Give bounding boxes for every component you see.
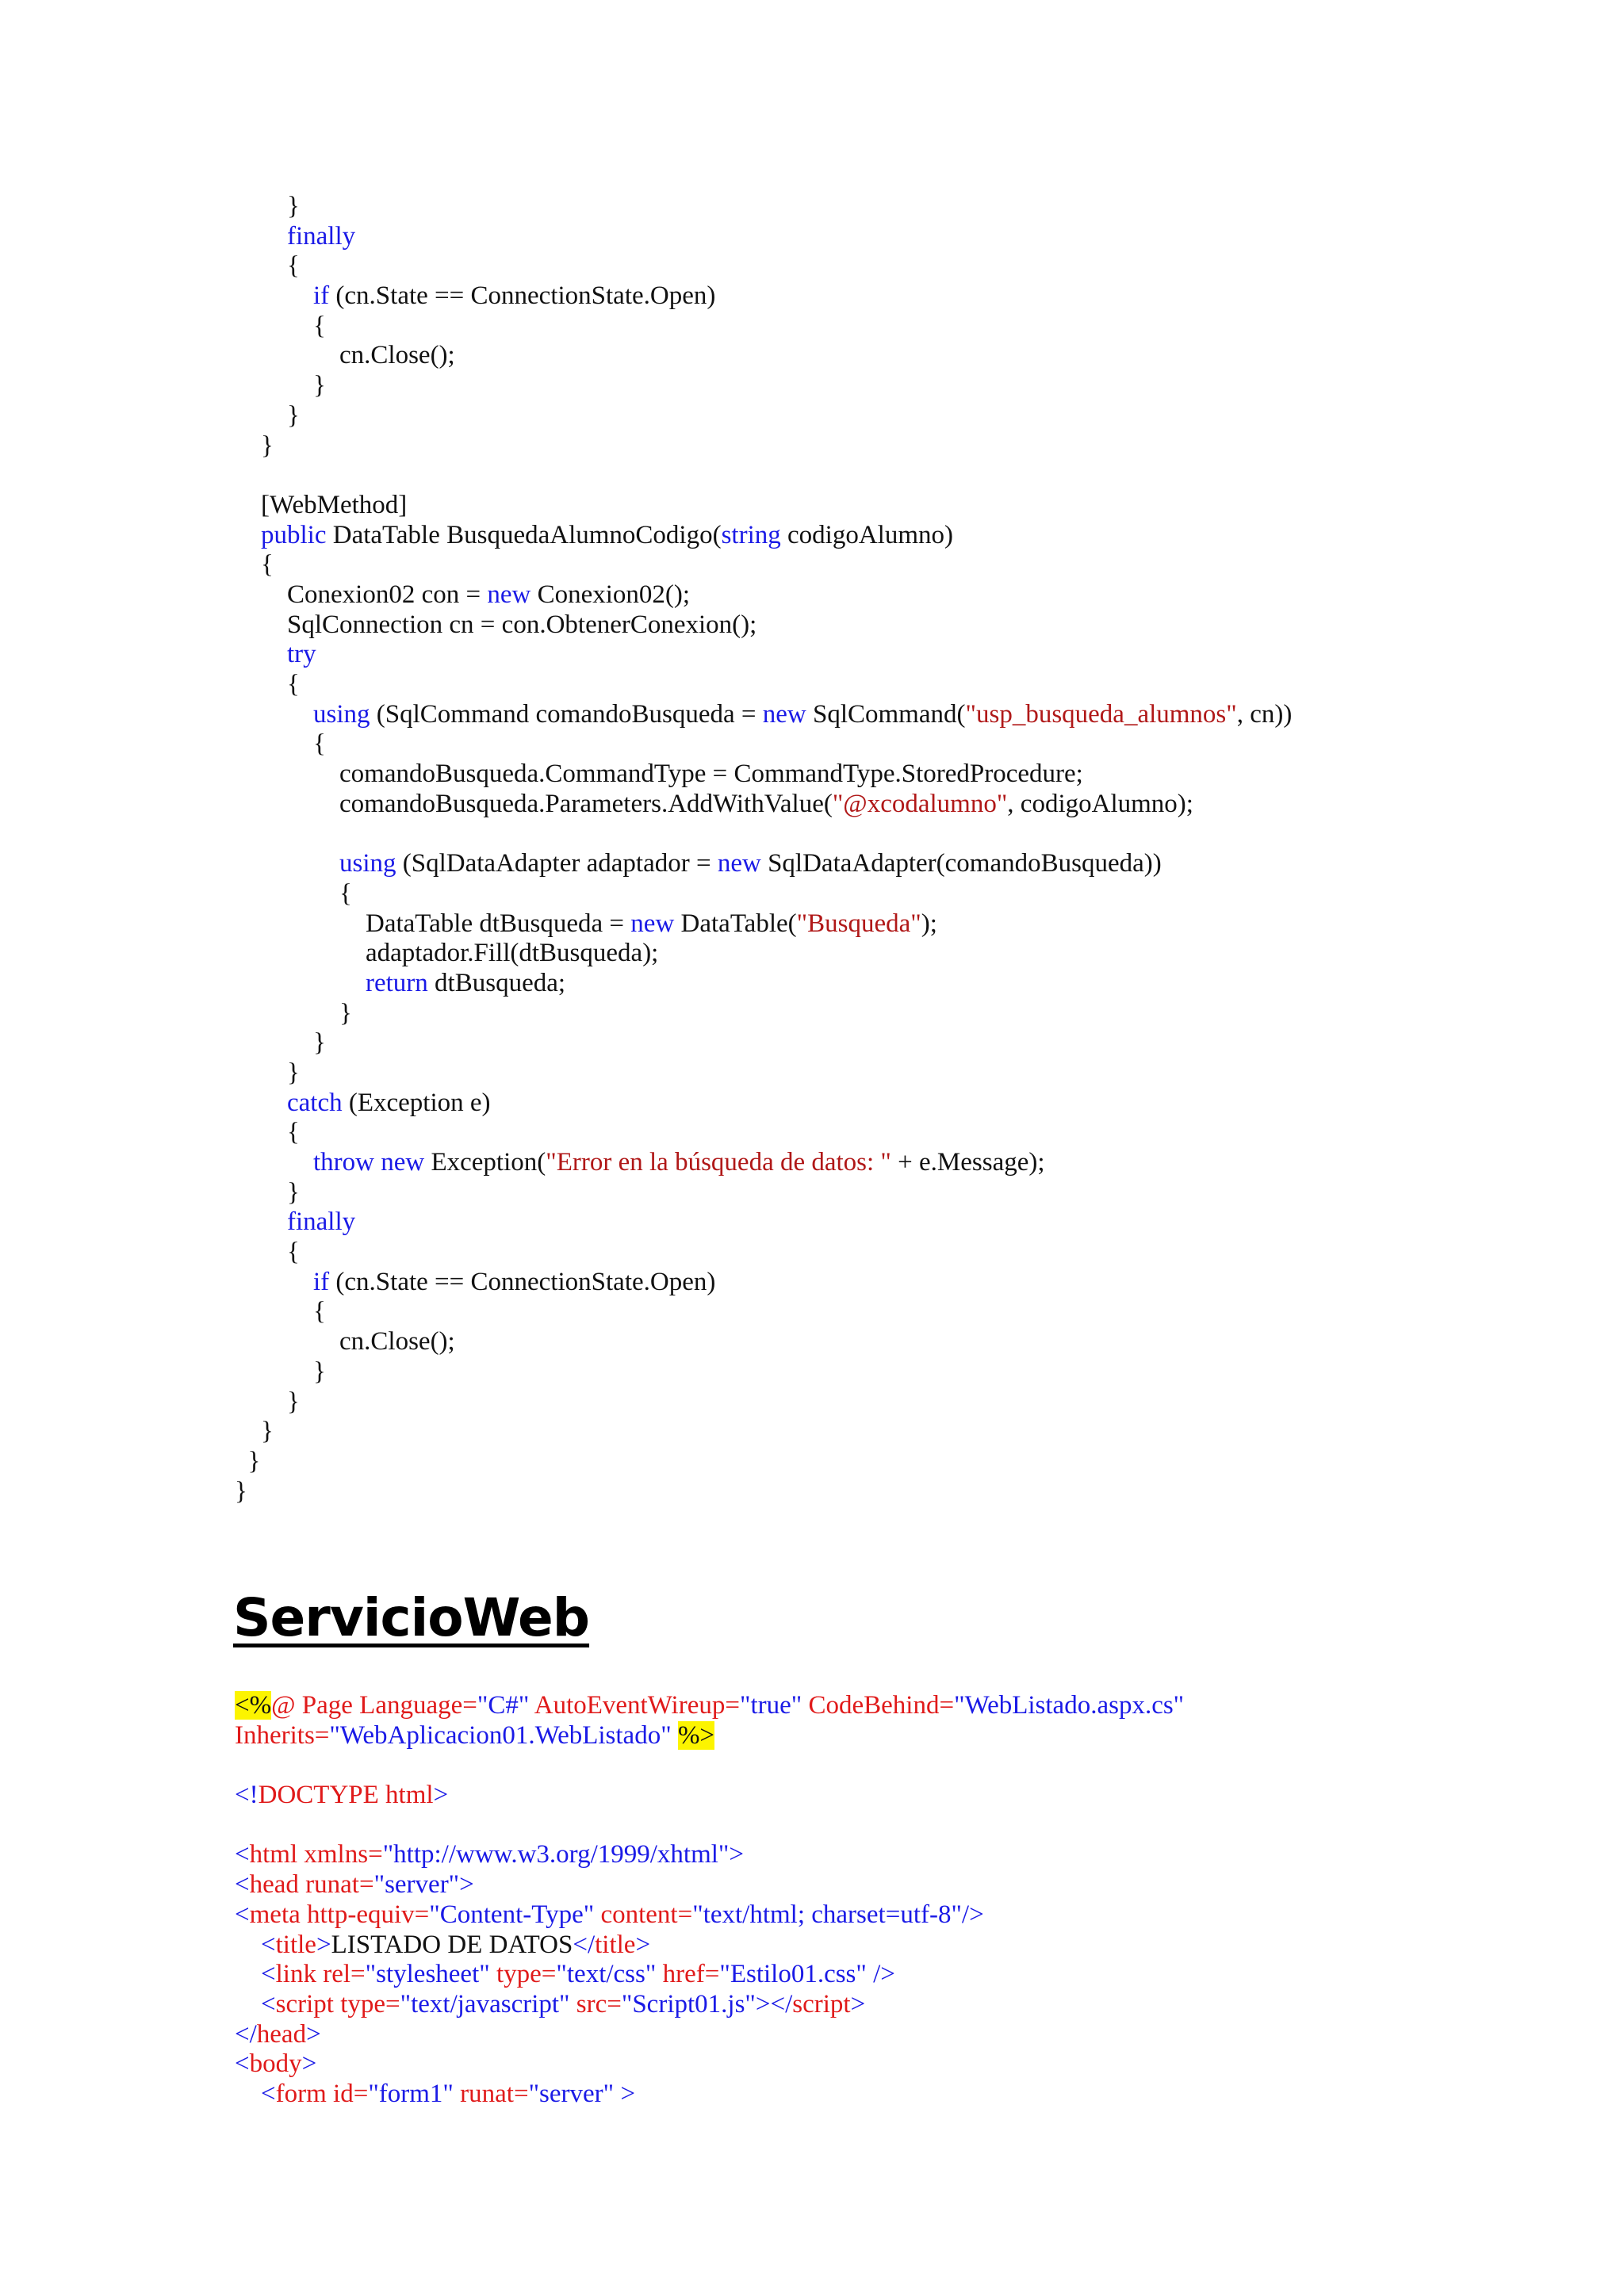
code-token xyxy=(235,1089,287,1117)
code-token xyxy=(235,700,313,729)
code-line xyxy=(235,610,1292,641)
code-token: new xyxy=(381,1148,425,1177)
code-token: html xyxy=(249,1840,298,1869)
code-line xyxy=(235,401,1292,431)
code-token: form xyxy=(275,2079,327,2108)
code-token: , cn)) xyxy=(1236,699,1293,729)
code-token: "Error en la búsqueda de datos: " xyxy=(546,1148,891,1177)
code-token: "form1" xyxy=(368,2079,454,2108)
code-token: { xyxy=(235,251,300,281)
code-token: < xyxy=(235,1870,250,1900)
code-token: { xyxy=(235,550,274,580)
code-token: } xyxy=(235,1028,326,1058)
code-token: Conexion02 con = xyxy=(235,580,488,609)
code-line xyxy=(235,1207,1292,1238)
code-token: > xyxy=(306,2019,321,2049)
code-token: } xyxy=(235,192,300,220)
code-token: } xyxy=(235,1058,300,1087)
code-token: } xyxy=(235,1387,300,1416)
code-token: "Content-Type" xyxy=(429,1900,595,1929)
code-token: } xyxy=(235,430,274,460)
code-token: { xyxy=(235,1297,326,1326)
code-token: < xyxy=(235,1930,276,1959)
code-token: (SqlDataAdapter adaptador = xyxy=(396,849,718,878)
code-token: LISTADO DE DATOS xyxy=(331,1930,573,1959)
code-token: <! xyxy=(235,1781,259,1810)
code-line xyxy=(235,790,1292,820)
code-token: "server"> xyxy=(373,1870,474,1900)
code-token: Inherits= xyxy=(235,1720,330,1750)
code-line xyxy=(235,849,1292,879)
code-token: type= xyxy=(333,1989,400,2019)
code-line xyxy=(235,1327,1292,1357)
code-token xyxy=(235,969,366,997)
code-token: @ Page xyxy=(271,1691,360,1720)
code-token: title xyxy=(275,1930,316,1959)
code-line xyxy=(235,2049,1184,2080)
code-token: "text/css" xyxy=(556,1960,657,1989)
code-line xyxy=(235,909,1292,939)
csharp-code-block xyxy=(235,192,1292,1506)
code-token: runat= xyxy=(298,1870,374,1900)
code-token: dtBusqueda; xyxy=(427,968,566,997)
code-line xyxy=(235,939,1292,969)
code-line xyxy=(235,1811,1184,1841)
code-token: { xyxy=(235,670,300,698)
code-token: id= xyxy=(326,2079,369,2108)
code-token: comandoBusqueda.CommandType = CommandType.StoredProcedure; xyxy=(235,760,1083,789)
code-line xyxy=(235,1178,1292,1208)
code-token: public xyxy=(261,520,327,549)
code-token: head xyxy=(256,2019,307,2049)
code-token: http-equiv= xyxy=(300,1900,430,1929)
code-token: src= xyxy=(569,1989,622,2019)
code-token: "text/html; charset=utf-8"/> xyxy=(692,1900,984,1929)
code-line xyxy=(235,1691,1184,1721)
code-token: (Exception e) xyxy=(342,1088,491,1117)
code-token: script xyxy=(275,1989,334,2019)
code-token: [WebMethod] xyxy=(235,490,408,519)
code-line xyxy=(235,1089,1292,1119)
code-token: "stylesheet" xyxy=(365,1960,490,1989)
code-token: { xyxy=(235,729,326,759)
code-line xyxy=(235,2080,1184,2110)
code-token: ); xyxy=(921,909,937,938)
code-token: } xyxy=(235,1476,247,1506)
code-token: } xyxy=(235,1177,300,1207)
code-line xyxy=(235,1238,1292,1268)
code-token: "Busqueda" xyxy=(796,909,921,938)
code-token: finally xyxy=(287,1207,356,1237)
code-token: DataTable BusquedaAlumnoCodigo( xyxy=(326,520,722,549)
code-token: "http://www.w3.org/1999/xhtml"> xyxy=(382,1840,745,1869)
code-token: meta xyxy=(249,1900,301,1929)
code-token xyxy=(235,640,287,668)
code-token: using xyxy=(313,699,370,729)
code-line xyxy=(235,222,1292,252)
code-token: using xyxy=(339,849,396,878)
code-line xyxy=(235,670,1292,700)
code-token: Language= xyxy=(359,1691,477,1720)
code-token: adaptador.Fill(dtBusqueda); xyxy=(235,939,659,968)
code-token: SqlCommand( xyxy=(806,699,966,729)
code-line xyxy=(235,251,1292,281)
code-token: DataTable dtBusqueda = xyxy=(235,909,631,938)
section-heading: ServicioWeb xyxy=(233,1587,590,1648)
code-token: SqlConnection cn = con.ObtenerConexion(); xyxy=(235,610,757,639)
code-token: < xyxy=(235,1900,250,1929)
code-token: } xyxy=(235,1417,274,1446)
code-token: string xyxy=(721,520,781,549)
code-line xyxy=(235,879,1292,909)
code-token xyxy=(374,1148,381,1177)
code-token: if xyxy=(313,281,330,311)
code-token: } xyxy=(235,400,300,430)
code-line xyxy=(235,1751,1184,1781)
code-token xyxy=(235,1751,241,1779)
code-line xyxy=(235,729,1292,760)
code-token: codigoAlumno) xyxy=(780,520,953,549)
code-line xyxy=(235,1931,1184,1961)
code-token: if xyxy=(313,1267,330,1296)
code-line xyxy=(235,1028,1292,1058)
code-line xyxy=(235,1357,1292,1387)
code-token: + e.Message); xyxy=(891,1148,1045,1177)
code-token: < xyxy=(235,1840,250,1869)
code-token: > xyxy=(301,2049,317,2079)
code-token: > xyxy=(635,1930,651,1959)
code-line xyxy=(235,550,1292,580)
code-token: "true" xyxy=(739,1691,802,1720)
code-token: cn.Close(); xyxy=(235,1327,455,1357)
code-token: try xyxy=(287,640,316,669)
code-token: <% xyxy=(235,1691,272,1720)
code-line xyxy=(235,1721,1184,1751)
code-token: (cn.State == ConnectionState.Open) xyxy=(329,1267,716,1296)
code-token: , codigoAlumno); xyxy=(1007,789,1193,818)
code-token: "Script01.js"></ xyxy=(621,1989,793,2019)
code-token: < xyxy=(235,2049,250,2079)
code-token: DOCTYPE html xyxy=(258,1781,434,1810)
code-line xyxy=(235,1297,1292,1327)
code-line xyxy=(235,1990,1184,2020)
code-line xyxy=(235,1058,1292,1089)
code-token: { xyxy=(235,1238,300,1267)
code-line xyxy=(235,969,1292,999)
code-token: new xyxy=(487,580,531,609)
code-line xyxy=(235,580,1292,610)
code-line xyxy=(235,1781,1184,1811)
code-token: > xyxy=(433,1781,449,1810)
code-token xyxy=(235,281,313,310)
code-token xyxy=(235,1811,241,1839)
code-line xyxy=(235,491,1292,521)
code-line xyxy=(235,700,1292,730)
code-token: return xyxy=(366,968,428,997)
code-line xyxy=(235,640,1292,670)
code-token: "text/javascript" xyxy=(400,1989,570,2019)
code-token xyxy=(235,461,241,489)
code-token: "WebListado.aspx.cs" xyxy=(954,1691,1185,1720)
code-line xyxy=(235,1960,1184,1990)
code-token: title xyxy=(595,1930,636,1959)
code-token: > xyxy=(316,1930,331,1959)
code-token: { xyxy=(235,878,352,908)
code-token: "server" > xyxy=(528,2079,635,2108)
code-token: SqlDataAdapter(comandoBusqueda)) xyxy=(760,849,1162,878)
code-token: { xyxy=(235,1118,300,1147)
code-line xyxy=(235,1900,1184,1931)
code-line xyxy=(235,2020,1184,2050)
code-token xyxy=(235,1268,313,1296)
code-token: new xyxy=(717,849,761,878)
code-line xyxy=(235,281,1292,312)
code-token: "usp_busqueda_alumnos" xyxy=(965,699,1237,729)
code-line xyxy=(235,521,1292,551)
code-line xyxy=(235,1447,1292,1477)
aspx-code-block xyxy=(235,1691,1184,2110)
code-token: </ xyxy=(573,1930,596,1959)
code-line xyxy=(235,1148,1292,1178)
code-line xyxy=(235,431,1292,461)
code-line xyxy=(235,1870,1184,1900)
code-token xyxy=(672,1721,678,1750)
code-line xyxy=(235,819,1292,849)
code-line xyxy=(235,1268,1292,1298)
code-token xyxy=(235,1207,287,1236)
code-line xyxy=(235,461,1292,491)
code-token: (cn.State == ConnectionState.Open) xyxy=(329,281,716,311)
code-line xyxy=(235,760,1292,790)
code-token: } xyxy=(235,1446,261,1475)
code-token: finally xyxy=(287,221,356,251)
code-token: "Estilo01.css" /> xyxy=(719,1960,895,1989)
code-token: } xyxy=(235,1357,326,1386)
code-token: catch xyxy=(287,1088,343,1117)
code-token: new xyxy=(762,699,806,729)
code-line xyxy=(235,341,1292,371)
code-token: CodeBehind= xyxy=(802,1691,955,1720)
code-token: < xyxy=(235,1989,276,2019)
code-token: > xyxy=(850,1989,866,2019)
code-token: link xyxy=(275,1960,316,1989)
code-token: href= xyxy=(656,1960,720,1989)
code-token xyxy=(235,819,241,848)
code-token: rel= xyxy=(316,1960,366,1989)
code-token: < xyxy=(235,1960,276,1989)
code-token: type= xyxy=(489,1960,557,1989)
code-token: content= xyxy=(594,1900,693,1929)
code-token xyxy=(235,222,287,251)
code-token: body xyxy=(249,2049,302,2079)
code-token: xmlns= xyxy=(297,1840,383,1869)
code-token: throw xyxy=(313,1148,374,1177)
code-token: runat= xyxy=(453,2079,529,2108)
code-line xyxy=(235,371,1292,401)
code-line xyxy=(235,1387,1292,1418)
code-line xyxy=(235,1840,1184,1870)
code-token: new xyxy=(630,909,675,938)
code-line xyxy=(235,192,1292,222)
code-token: "WebAplicacion01.WebListado" xyxy=(329,1720,672,1750)
code-token: AutoEventWireup= xyxy=(529,1691,740,1720)
code-token: Exception( xyxy=(424,1148,546,1177)
code-token: < xyxy=(235,2079,276,2108)
code-token xyxy=(235,1148,313,1177)
code-token xyxy=(235,849,339,878)
code-line xyxy=(235,1417,1292,1447)
code-token: </ xyxy=(235,2019,257,2049)
code-token xyxy=(235,521,261,549)
code-line xyxy=(235,312,1292,342)
code-token: %> xyxy=(677,1720,715,1750)
code-line xyxy=(235,999,1292,1029)
code-token: } xyxy=(235,371,326,400)
code-token: Conexion02(); xyxy=(530,580,691,609)
code-token: comandoBusqueda.Parameters.AddWithValue( xyxy=(235,789,833,818)
code-token: (SqlCommand comandoBusqueda = xyxy=(370,699,763,729)
code-token: script xyxy=(792,1989,851,2019)
code-line xyxy=(235,1118,1292,1148)
code-token: head xyxy=(249,1870,299,1900)
code-token: "@xcodalumno" xyxy=(832,789,1008,818)
code-token: cn.Close(); xyxy=(235,341,455,370)
code-token: "C#" xyxy=(477,1691,530,1720)
code-token: } xyxy=(235,998,352,1027)
code-line xyxy=(235,1477,1292,1507)
code-token: { xyxy=(235,311,326,340)
code-token: DataTable( xyxy=(674,909,797,938)
